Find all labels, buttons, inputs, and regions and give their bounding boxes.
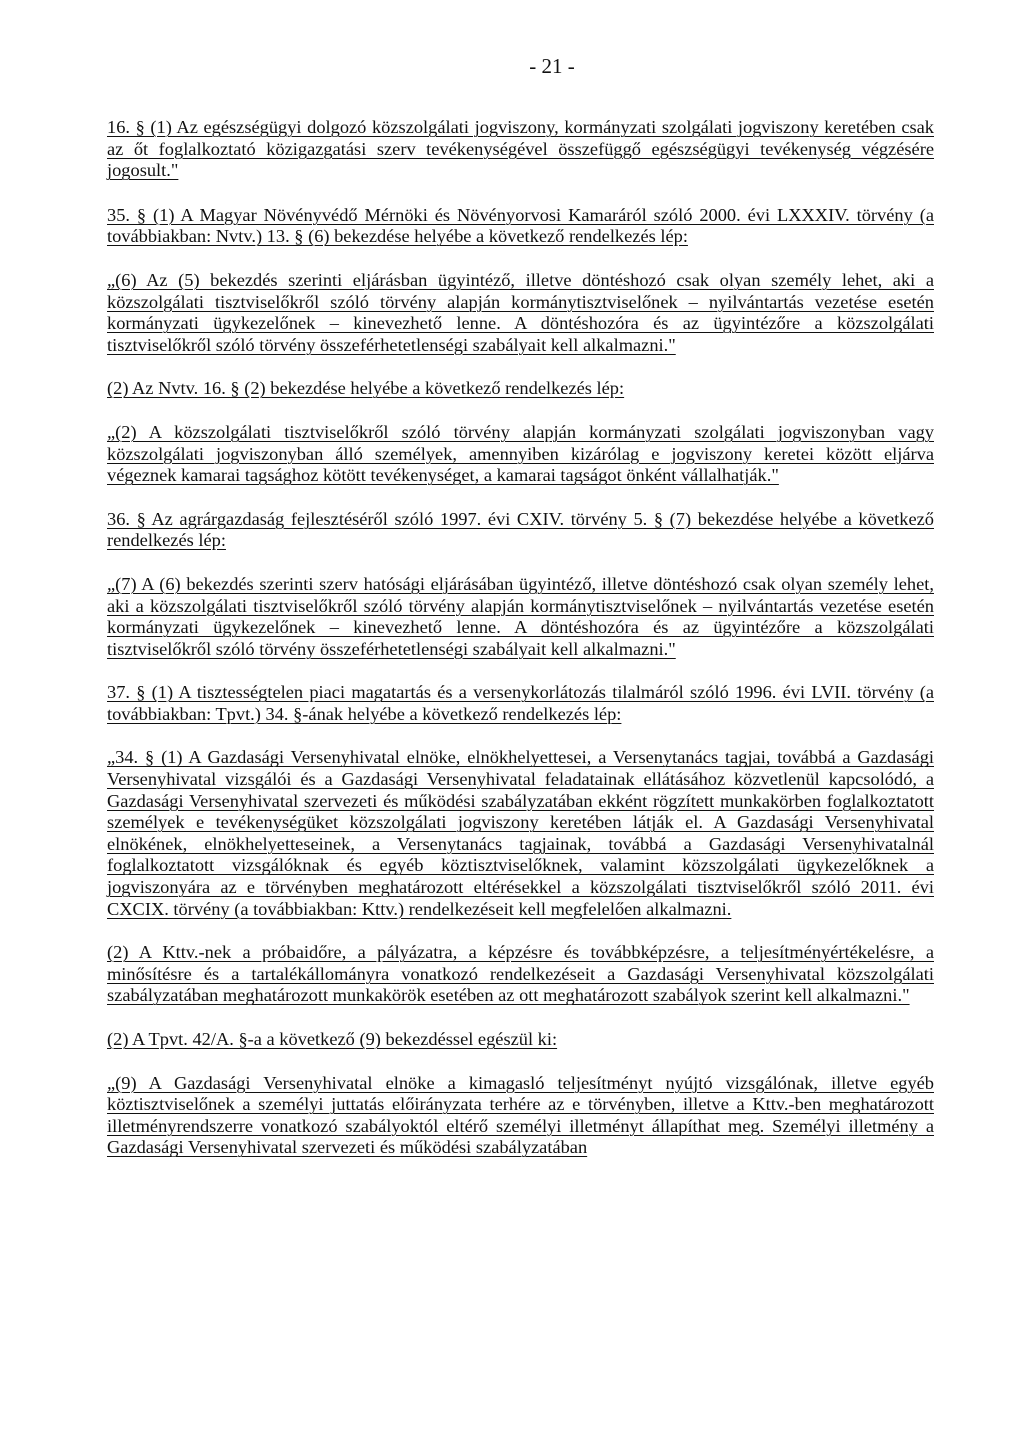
quoted-agrar-5-7: „(7) A (6) bekezdés szerinti szerv hatósági eljárásában ügyintéző, illetve döntéshozó csak olyan személy lehet, aki a közszolgálati tisztviselőkről szóló törvény alapján kormánytisztviselőnek – nyilvántartás vezetése esetén kormányzati ügykezelőnek – kinevezhető lenne. A döntéshozóra és az ügyintézőre a közszolgálati tisztviselőkről szóló törvény összeférhetetlenségi szabályait kell alkalmazni." xyxy=(107,573,934,659)
page-number: - 21 - xyxy=(529,54,575,78)
paragraph-16-1: 16. § (1) Az egészségügyi dolgozó közszolgálati jogviszony, kormányzati szolgálati jogviszony keretében csak az őt foglalkoztató közigazgatási szerv tevékenységével összefüggő egészségügyi tevékenység végzésére jogosult." xyxy=(107,117,934,181)
paragraph-37-1: 37. § (1) A tisztességtelen piaci magatartás és a versenykorlátozás tilalmáról szóló 1996. évi LVII. törvény (a továbbiakban: Tpvt.) 34. §-ának helyébe a következő rendelkezés lép: xyxy=(107,682,934,724)
paragraph-35-2: (2) Az Nvtv. 16. § (2) bekezdése helyébe a következő rendelkezés lép: xyxy=(107,378,625,399)
quoted-tpvt-42a-9: „(9) A Gazdasági Versenyhivatal elnöke a kimagasló teljesítményt nyújtó vizsgálónak, illetve egyéb köztisztviselőnek a személyi juttatás előirányzata terhére az e törvényben, illetve a Kttv.-ben meghatározott illetményrendszerre vonatkozó szabályoktól eltérő személyi illetményt állapíthat meg. Személyi illetmény a Gazdasági Versenyhivatal szervezeti és működési szabályzatában xyxy=(107,1072,934,1158)
quoted-nvtv-13-6: „(6) Az (5) bekezdés szerinti eljárásban ügyintéző, illetve döntéshozó csak olyan személy lehet, aki a közszolgálati tisztviselőkről szóló törvény alapján kormánytisztviselőnek – nyilvántartás vezetése esetén kormányzati ügykezelőnek – kinevezhető lenne. A döntéshozóra és az ügyintézőre a közszolgálati tisztviselőkről szóló törvény összeférhetetlenségi szabályait kell alkalmazni." xyxy=(107,269,934,355)
quoted-nvtv-16-2: „(2) A közszolgálati tisztviselőkről szóló törvény alapján kormányzati szolgálati jogviszonyban vagy közszolgálati jogviszonyban álló személyek, amennyiben kizárólag e jogviszony keretei között eljárva végeznek kamarai tagsághoz kötött tevékenységet, a kamarai tagságot önként vállalhatják." xyxy=(107,421,934,486)
paragraph-37-2: (2) A Tpvt. 42/A. §-a a következő (9) bekezdéssel egészül ki: xyxy=(107,1029,558,1049)
document-body xyxy=(107,117,934,1159)
paragraph-36: 36. § Az agrárgazdaság fejlesztéséről szóló 1997. évi CXIV. törvény 5. § (7) bekezdése helyébe a következő rendelkezés lép: xyxy=(107,508,934,551)
quoted-tpvt-34-1: „34. § (1) A Gazdasági Versenyhivatal elnöke, elnökhelyettesei, a Versenytanács tagjai, továbbá a Gazdasági Versenyhivatal vizsgálói és a Gazdasági Versenyhivatal feladatainak ellátásához közvetlenül kapcsolódó, a Gazdasági Versenyhivatal szervezeti és működési szabályzatában ekként rögzített munkakörben foglalkoztatott személyek e tevékenységüket közszolgálati jogviszony keretében látják el. A Gazdasági Versenyhivatal elnökének, elnökhelyetteseinek, a Versenytanács tagjainak, továbbá a Gazdasági Versenyhivatalnál foglalkoztatott vizsgálóknak és egyéb köztisztviselőknek, valamint közszolgálati ügykezelőknek a jogviszonyára az e törvényben meghatározott eltérésekkel a közszolgálati tisztviselőkről szóló 2011. évi CXCIX. törvény (a továbbiakban: Kttv.) rendelkezéseit kell megfelelően alkalmazni. xyxy=(107,747,934,919)
quoted-tpvt-34-2: (2) A Kttv.-nek a próbaidőre, a pályázatra, a képzésre és továbbképzésre, a teljesítményértékelésre, a minősítésre és a tartalékállományra vonatkozó rendelkezéseit a Gazdasági Versenyhivatal közszolgálati szabályzatában meghatározott munkakörök esetében az ott meghatározott szabályok szerint kell alkalmazni." xyxy=(107,942,934,1006)
paragraph-35-1: 35. § (1) A Magyar Növényvédő Mérnöki és Növényorvosi Kamaráról szóló 2000. évi LXXXIV. törvény (a továbbiakban: Nvtv.) 13. § (6) bekezdése helyébe a következő rendelkezés lép: xyxy=(107,204,934,247)
